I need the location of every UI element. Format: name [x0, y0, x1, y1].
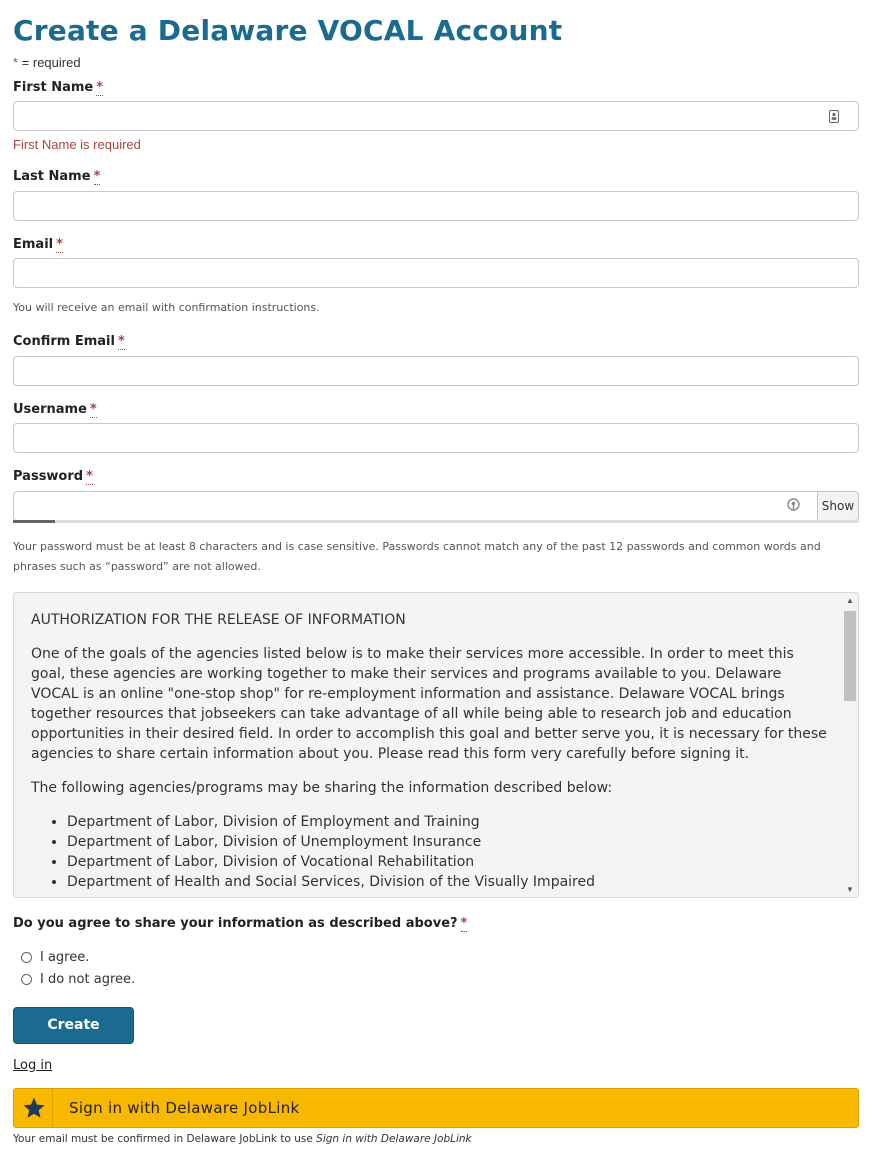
password-label-text: Password — [13, 469, 84, 484]
required-star: * — [96, 80, 104, 95]
radio-button[interactable] — [21, 952, 32, 963]
username-input[interactable] — [13, 423, 859, 453]
agency-list-item: • Department of Health and Social Services, Division of the Visually Impaired — [67, 872, 831, 892]
authorization-paragraph-2: The following agencies/programs may be sharing the information described below: — [31, 780, 613, 796]
last-name-label-text: Last Name — [13, 169, 91, 184]
consent-option-disagree[interactable] — [21, 970, 135, 988]
scrollbar-thumb[interactable] — [844, 611, 856, 701]
email-label-text: Email — [13, 237, 54, 252]
consent-question-text: Do you agree to share your information as described above? — [13, 916, 458, 931]
email-input[interactable] — [13, 258, 859, 288]
authorization-paragraph-1: One of the goals of the agencies listed below is to make their services more accessible. In order to meet this goal, these agencies are working together to make their services and programs available to you. Delaware VOCAL is an online "one-stop shop" for re-employment information and assistance. Delaware VOCAL brings together resources that jobseekers can take advantage of all while being able to research job and education opportunities in their desired field. In order to accomplish this goal and better serve you, it is necessary for these agencies to share certain information about you. Please read this form very carefully before signing it. — [31, 646, 827, 762]
last-name-label — [13, 169, 100, 184]
agency-list — [31, 812, 831, 892]
star-icon — [22, 1096, 46, 1120]
required-star: * — [460, 916, 468, 931]
password-label — [13, 469, 93, 484]
password-group — [13, 491, 859, 523]
page-title: Create a Delaware VOCAL Account — [13, 14, 563, 47]
password-manager-key-icon[interactable] — [787, 498, 800, 513]
password-input[interactable] — [13, 491, 818, 521]
sign-in-joblink-button[interactable] — [13, 1088, 859, 1128]
joblink-footnote — [13, 1133, 472, 1145]
authorization-content — [31, 610, 831, 892]
required-legend — [13, 55, 81, 70]
consent-option-label: I agree. — [40, 949, 90, 965]
radio-button[interactable] — [21, 974, 32, 985]
confirm-email-label — [13, 334, 125, 349]
first-name-error: First Name is required — [13, 137, 141, 152]
username-label — [13, 402, 97, 417]
joblink-button-label: Sign in with Delaware JobLink — [69, 1099, 300, 1117]
first-name-label-text: First Name — [13, 80, 94, 95]
password-strength-fill — [13, 520, 55, 523]
authorization-text-box[interactable] — [13, 592, 859, 898]
username-label-text: Username — [13, 402, 87, 417]
agency-list-item: • Department of Labor, Division of Vocational Rehabilitation — [67, 852, 831, 872]
contact-card-icon[interactable] — [829, 110, 839, 123]
required-star: * — [86, 469, 93, 484]
confirm-email-input[interactable] — [13, 356, 859, 386]
required-star: * — [89, 402, 97, 417]
scroll-up-arrow-icon[interactable]: ▲ — [846, 596, 854, 605]
email-label — [13, 237, 63, 252]
password-help-text: Your password must be at least 8 characters and is case sensitive. Passwords cannot match any of the past 12 passwords and common words and phrases such as “password” are not allowed. — [13, 540, 821, 573]
log-in-link[interactable]: Log in — [13, 1058, 53, 1073]
agency-list-item: • Department of Labor, Division of Unemployment Insurance — [67, 832, 831, 852]
consent-option-agree[interactable] — [21, 948, 89, 966]
scroll-down-arrow-icon[interactable]: ▼ — [846, 885, 854, 894]
footnote-text: Your email must be confirmed in Delaware JobLink to use — [13, 1133, 317, 1145]
confirm-email-label-text: Confirm Email — [13, 334, 115, 349]
required-star: * — [13, 55, 19, 70]
email-help-text: You will receive an email with confirmation instructions. — [13, 301, 320, 314]
required-star: * — [93, 169, 101, 184]
joblink-icon-box — [14, 1089, 53, 1127]
password-strength-meter — [13, 520, 859, 523]
footnote-emphasis: Sign in with Delaware JobLink — [316, 1133, 472, 1145]
authorization-heading: AUTHORIZATION FOR THE RELEASE OF INFORMATION — [31, 612, 406, 628]
consent-option-label: I do not agree. — [40, 971, 136, 987]
last-name-input[interactable] — [13, 191, 859, 221]
show-password-button[interactable]: Show — [817, 491, 859, 521]
consent-question — [13, 916, 467, 931]
agency-list-item: • Department of Labor, Division of Employment and Training — [67, 812, 831, 832]
first-name-label — [13, 80, 103, 95]
required-star: * — [117, 334, 125, 349]
required-star: * — [56, 237, 63, 252]
required-legend-text: = required — [18, 55, 81, 70]
first-name-input[interactable] — [13, 101, 859, 131]
create-account-button[interactable]: Create Account — [13, 1007, 134, 1044]
authorization-scrollbar[interactable] — [842, 593, 858, 897]
